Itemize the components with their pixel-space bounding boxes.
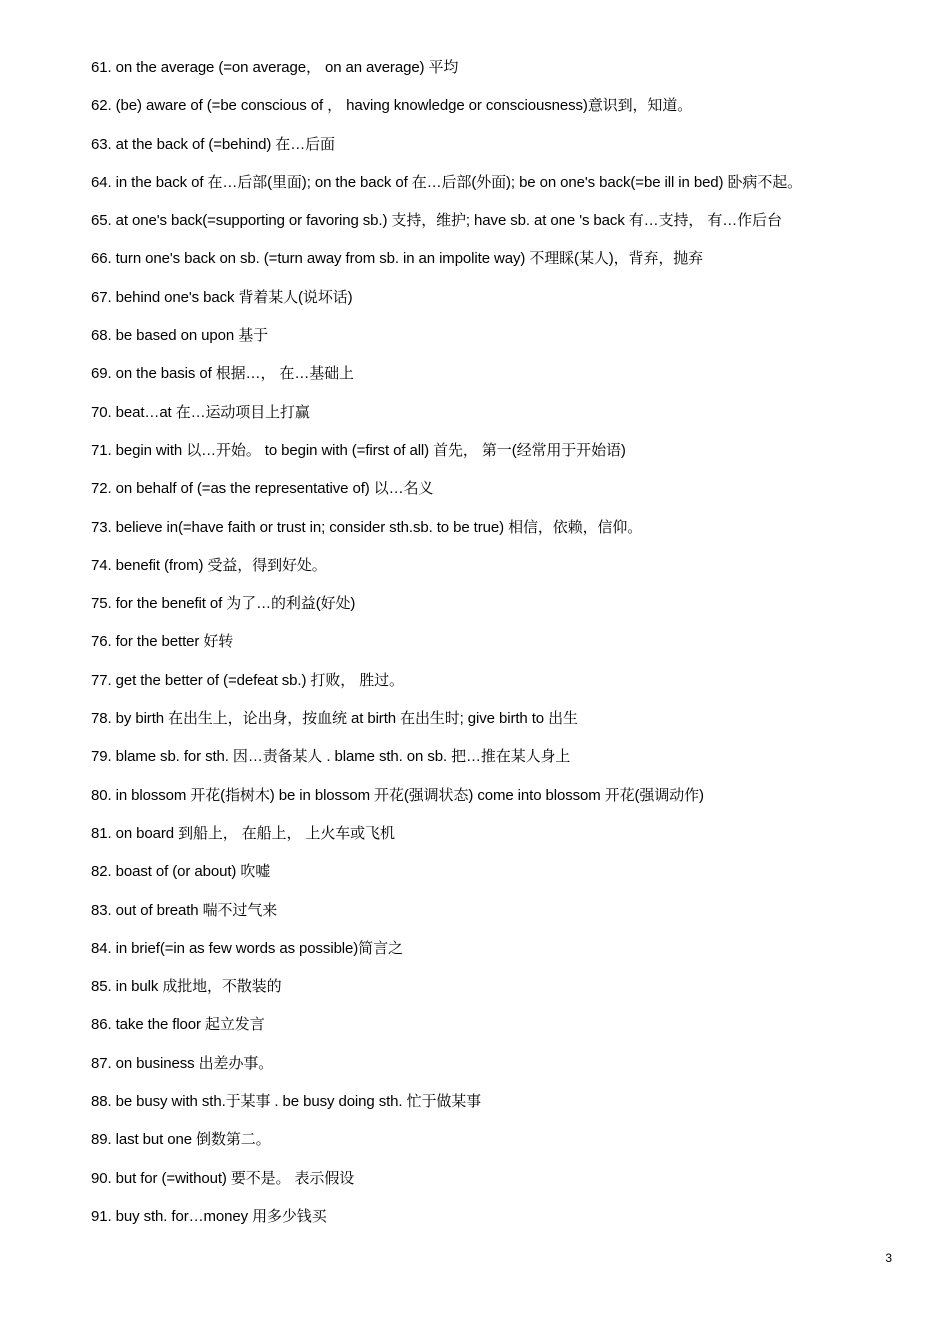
list-item: 63. at the back of (=behind) 在…后面 [91,135,335,153]
list-item: 91. buy sth. for…money 用多少钱买 [91,1207,327,1225]
list-item: 81. on board 到船上， 在船上， 上火车或飞机 [91,824,395,842]
list-item: 74. benefit (from) 受益，得到好处。 [91,556,327,574]
list-item: 67. behind one's back 背着某人(说坏话) [91,288,353,306]
list-item: 65. at one's back(=supporting or favoring sb.) 支持，维护; have sb. at one 's back 有…支持， 有…作后台 [91,212,782,230]
list-item: 71. begin with 以…开始。 to begin with (=first of all) 首先， 第一(经常用于开始语) [91,441,626,459]
list-item: 66. turn one's back on sb. (=turn away from sb. in an impolite way) 不理睬(某人)，背弃，抛弃 [91,250,704,268]
list-item: 89. last but one 倒数第二。 [91,1131,271,1149]
list-item: 83. out of breath 喘不过气来 [91,901,278,919]
list-item: 84. in brief(=in as few words as possible)简言之 [91,939,403,957]
list-item: 86. take the floor 起立发言 [91,1016,265,1034]
list-item: 80. in blossom 开花(指树木) be in blossom 开花(强调状态) come into blossom 开花(强调动作) [91,786,704,804]
list-item: 75. for the benefit of 为了…的利益(好处) [91,595,356,613]
list-item: 72. on behalf of (=as the representative of) 以…名义 [91,480,434,498]
phrase-list [91,56,911,1243]
list-item: 70. beat…at 在…运动项目上打赢 [91,403,310,421]
list-item: 90. but for (=without) 要不是。 表示假设 [91,1169,355,1187]
list-item: 82. boast of (or about) 吹嘘 [91,863,271,881]
list-item: 87. on business 出差办事。 [91,1054,274,1072]
list-item: 79. blame sb. for sth. 因…责备某人 . blame sth. on sb. 把…推在某人身上 [91,748,571,766]
list-item: 64. in the back of 在…后部(里面); on the back of 在…后部(外面); be on one's back(=be ill in bed) 卧病不起。 [91,173,803,191]
list-item: 68. be based on upon 基于 [91,327,268,345]
list-item: 76. for the better 好转 [91,633,234,651]
list-item: 61. on the average (=on average， on an average) 平均 [91,59,459,76]
page-number: 3 [885,1251,892,1265]
list-item: 78. by birth 在出生上，论出身，按血统 at birth 在出生时; give birth to 出生 [91,710,578,728]
list-item: 62. (be) aware of (=be conscious of ， having knowledge or consciousness)意识到，知道。 [91,97,693,115]
list-item: 77. get the better of (=defeat sb.) 打败， 胜过。 [91,671,404,689]
list-item: 69. on the basis of 根据…， 在…基础上 [91,365,354,383]
list-item: 85. in bulk 成批地，不散装的 [91,978,282,996]
list-item: 88. be busy with sth.于某事 . be busy doing sth. 忙于做某事 [91,1093,482,1111]
list-item: 73. believe in(=have faith or trust in; consider sth.sb. to be true) 相信，依赖，信仰。 [91,518,643,536]
